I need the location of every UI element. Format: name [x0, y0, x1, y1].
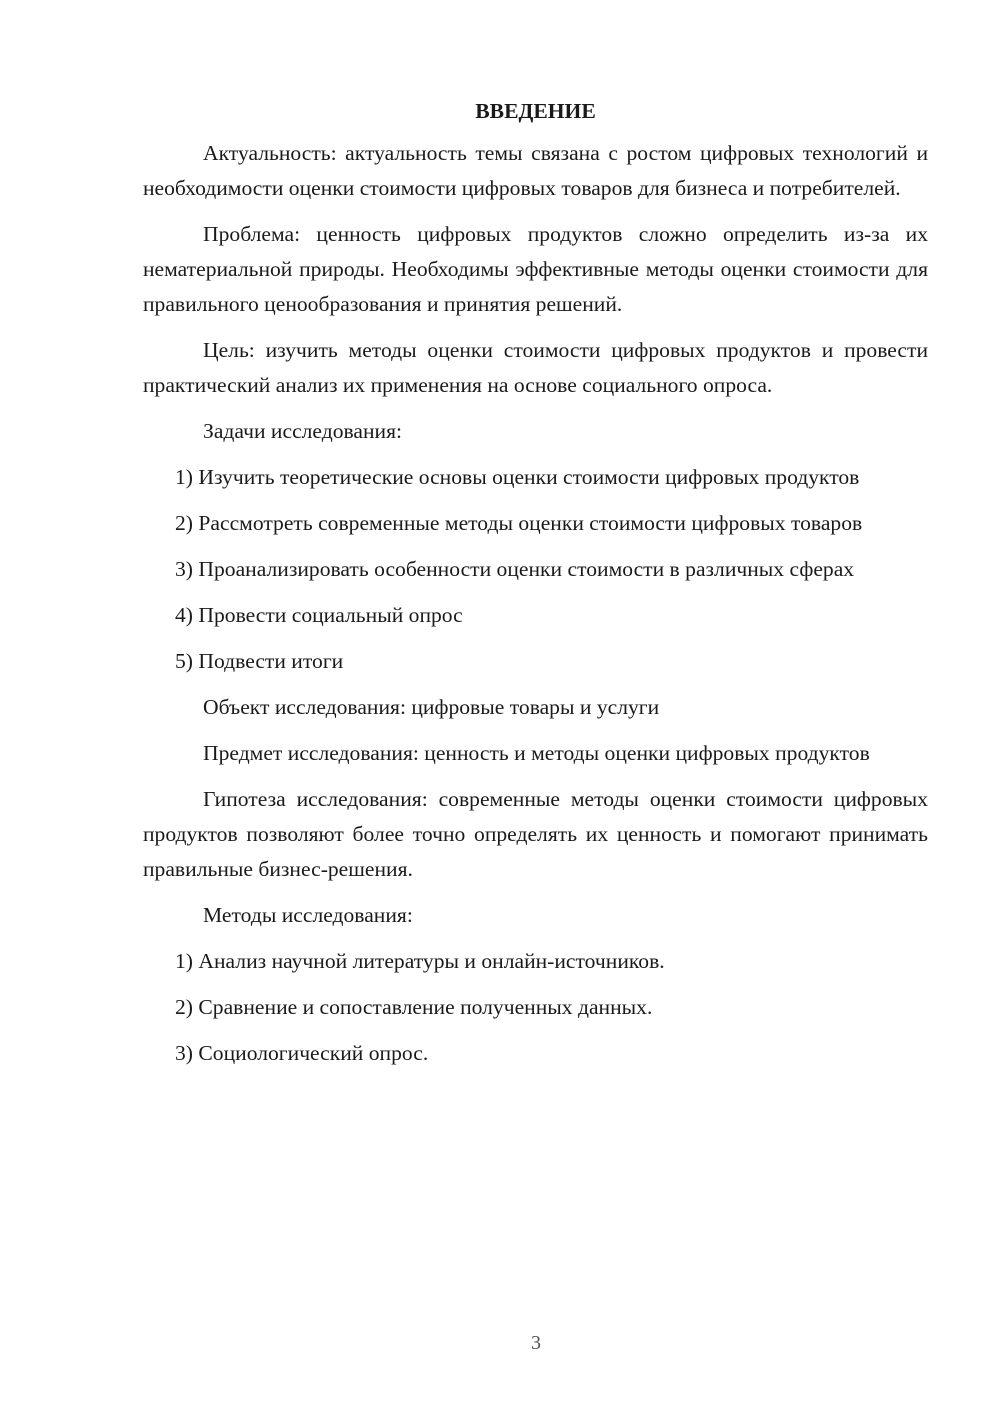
relevance-paragraph: Актуальность: актуальность темы связана с ростом цифровых технологий и необходимости оценки стоимости цифровых товаров для бизнеса и потребителей.: [143, 141, 928, 200]
problem-paragraph: Проблема: ценность цифровых продуктов сложно определить из-за их нематериальной природы. Необходимы эффективные методы оценки стоимости для правильного ценообразования и принятия решений.: [143, 222, 928, 316]
task-item-4: 4) Провести социальный опрос: [175, 603, 463, 627]
methods-heading: Методы исследования:: [203, 903, 413, 927]
task-item-3: 3) Проанализировать особенности оценки стоимости в различных сферах: [175, 557, 855, 581]
subject-paragraph: Предмет исследования: ценность и методы оценки цифровых продуктов: [203, 741, 870, 765]
goal-paragraph: Цель: изучить методы оценки стоимости цифровых продуктов и провести практический анализ их применения на основе социального опроса.: [143, 338, 928, 397]
section-title: ВВЕДЕНИЕ: [475, 99, 596, 123]
method-item-2: 2) Сравнение и сопоставление полученных данных.: [175, 995, 653, 1019]
task-item-1: 1) Изучить теоретические основы оценки стоимости цифровых продуктов: [175, 465, 860, 489]
task-item-5: 5) Подвести итоги: [175, 649, 344, 673]
task-item-2: 2) Рассмотреть современные методы оценки стоимости цифровых товаров: [175, 511, 863, 535]
method-item-1: 1) Анализ научной литературы и онлайн-источников.: [175, 949, 665, 973]
page-number: 3: [531, 1332, 541, 1354]
hypothesis-paragraph: Гипотеза исследования: современные методы оценки стоимости цифровых продуктов позволяют более точно определять их ценность и помогают принимать правильные бизнес-решения.: [143, 787, 928, 881]
tasks-heading: Задачи исследования:: [203, 419, 403, 443]
object-paragraph: Объект исследования: цифровые товары и услуги: [203, 695, 660, 719]
method-item-3: 3) Социологический опрос.: [175, 1041, 429, 1065]
document-body: [143, 96, 928, 1082]
